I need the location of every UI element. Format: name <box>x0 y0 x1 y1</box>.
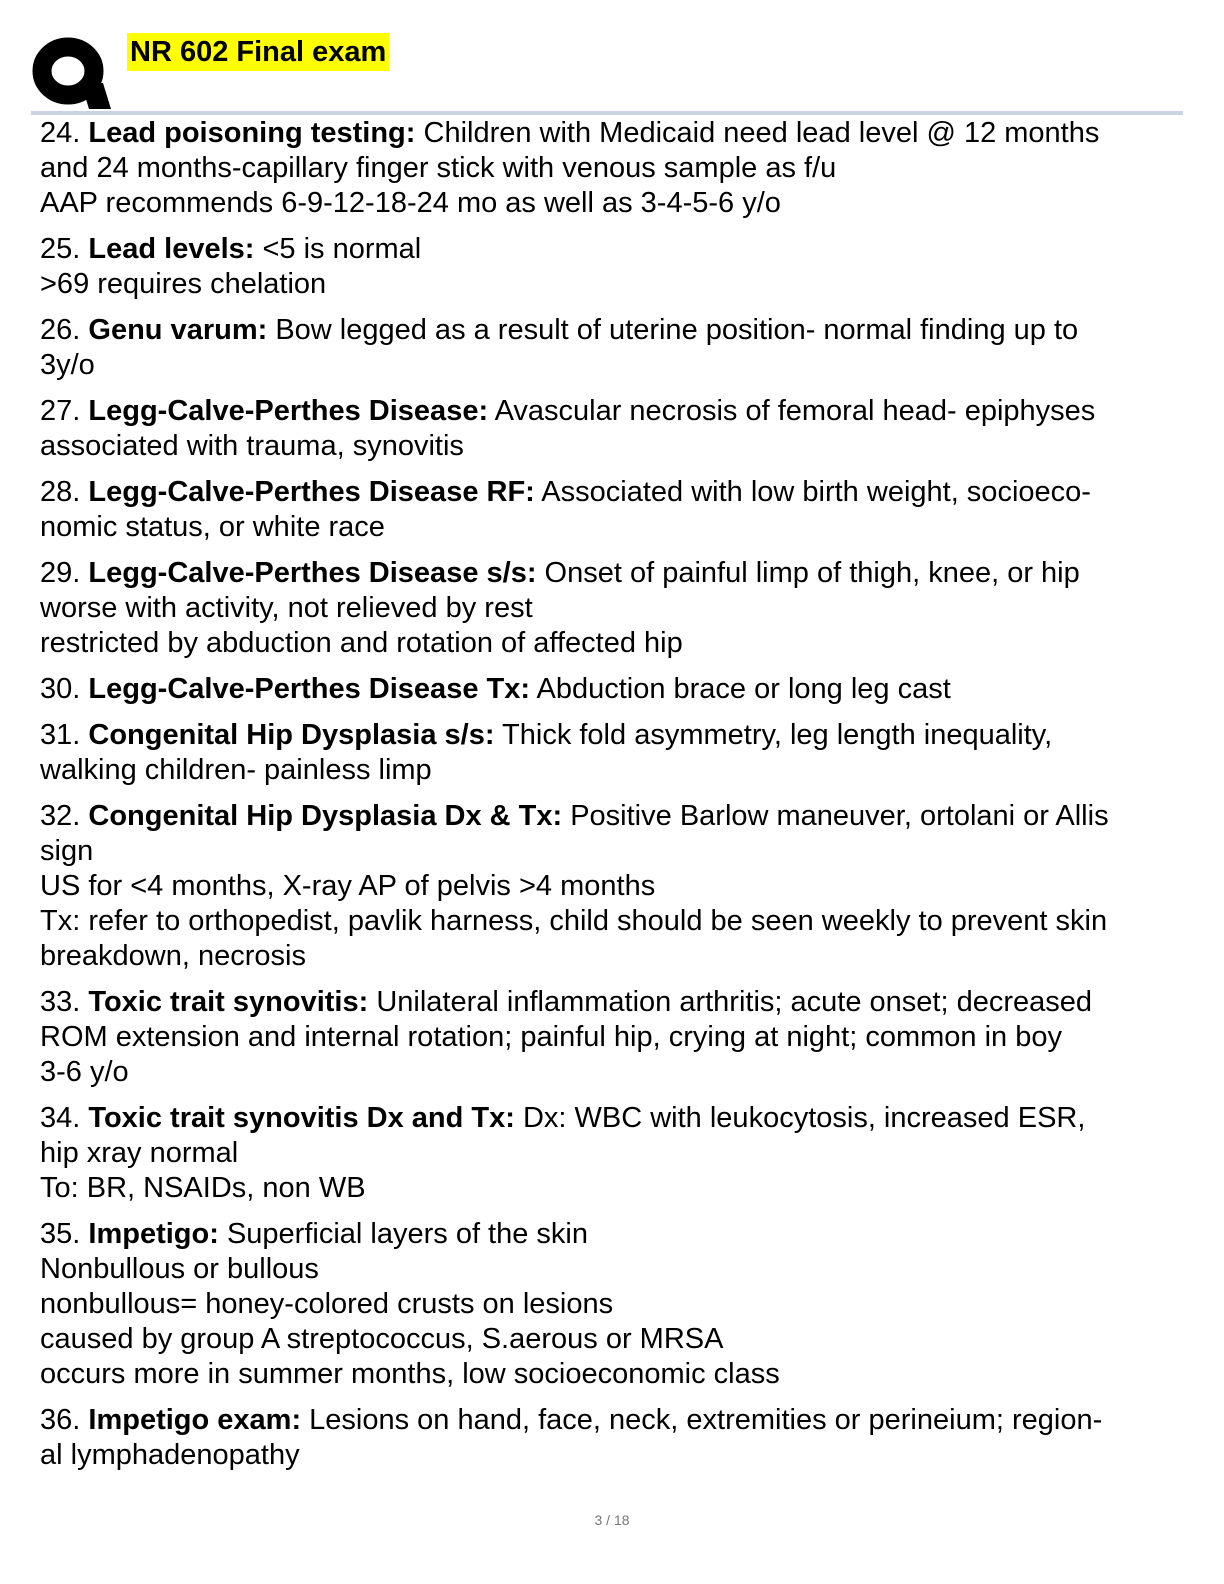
entry-number: 30. <box>40 673 81 705</box>
list-item <box>40 394 1180 464</box>
entry-text: Onset of painful limp of thigh, knee, or hip <box>536 557 1080 589</box>
entry-number: 28. <box>40 476 81 508</box>
entry-number: 31. <box>40 719 81 751</box>
list-item <box>40 799 1180 974</box>
entry-line: worse with activity, not relieved by rest <box>40 592 533 624</box>
entry-line: nomic status, or white race <box>40 511 385 543</box>
entry-number: 36. <box>40 1404 81 1436</box>
entry-first-line <box>40 1101 1180 1136</box>
entry-line: restricted by abduction and rotation of affected hip <box>40 627 683 659</box>
list-item <box>40 1101 1180 1206</box>
list-item <box>40 556 1180 661</box>
entry-line: al lymphadenopathy <box>40 1439 300 1471</box>
entry-number: 29. <box>40 557 81 589</box>
entry-first-line <box>40 799 1180 834</box>
entry-line: nonbullous= honey-colored crusts on lesions <box>40 1288 614 1320</box>
entry-term: Impetigo: <box>88 1218 219 1250</box>
entry-first-line <box>40 313 1180 348</box>
entry-term: Congenital Hip Dysplasia s/s: <box>88 719 495 751</box>
entry-term: Toxic trait synovitis: <box>88 986 369 1018</box>
entry-term: Legg-Calve-Perthes Disease: <box>88 395 489 427</box>
entry-number: 27. <box>40 395 81 427</box>
entry-line: 3-6 y/o <box>40 1056 129 1088</box>
entry-line: breakdown, necrosis <box>40 940 306 972</box>
entry-number: 33. <box>40 986 81 1018</box>
entry-text: Superficial layers of the skin <box>218 1218 589 1250</box>
entry-text: Positive Barlow maneuver, ortolani or Allis <box>562 800 1109 832</box>
entry-number: 34. <box>40 1102 81 1134</box>
entry-term: Legg-Calve-Perthes Disease RF: <box>88 476 535 508</box>
entry-term: Legg-Calve-Perthes Disease Tx: <box>88 673 531 705</box>
entry-line: To: BR, NSAIDs, non WB <box>40 1172 366 1204</box>
document-title: NR 602 Final exam <box>127 33 389 71</box>
entry-line: and 24 months-capillary finger stick with venous sample as f/u <box>40 152 837 184</box>
list-item <box>40 116 1180 221</box>
entry-text: Children with Medicaid need lead level @ 12 months <box>415 117 1100 149</box>
entry-line: caused by group A streptococcus, S.aerous or MRSA <box>40 1323 724 1355</box>
entry-line: AAP recommends 6-9-12-18-24 mo as well as 3-4-5-6 y/o <box>40 187 781 219</box>
header-divider <box>31 111 1183 115</box>
list-item <box>40 718 1180 788</box>
entry-text: Unilateral inflammation arthritis; acute onset; decreased <box>368 986 1093 1018</box>
list-item <box>40 475 1180 545</box>
content-list <box>40 116 1180 1484</box>
entry-text: Abduction brace or long leg cast <box>530 673 951 705</box>
entry-term: Toxic trait synovitis Dx and Tx: <box>88 1102 515 1134</box>
entry-first-line <box>40 672 1180 707</box>
entry-first-line <box>40 116 1180 151</box>
entry-text: Lesions on hand, face, neck, extremities or perineium; region- <box>301 1404 1103 1436</box>
entry-text: Dx: WBC with leukocytosis, increased ESR, <box>514 1102 1086 1134</box>
list-item <box>40 313 1180 383</box>
entry-number: 35. <box>40 1218 81 1250</box>
list-item <box>40 1217 1180 1392</box>
entry-number: 25. <box>40 233 81 265</box>
entry-first-line <box>40 1217 1180 1252</box>
page-number: 3 / 18 <box>594 1512 630 1528</box>
entry-term: Genu varum: <box>88 314 268 346</box>
list-item <box>40 1403 1180 1473</box>
q-logo-icon <box>31 33 111 109</box>
entry-first-line <box>40 475 1180 510</box>
entry-line: >69 requires chelation <box>40 268 327 300</box>
entry-text: Associated with low birth weight, socioeco- <box>534 476 1091 508</box>
entry-term: Lead levels: <box>88 233 255 265</box>
entry-line: hip xray normal <box>40 1137 239 1169</box>
entry-first-line <box>40 985 1180 1020</box>
entry-first-line <box>40 1403 1180 1438</box>
entry-first-line <box>40 718 1180 753</box>
entry-line: occurs more in summer months, low socioeconomic class <box>40 1358 780 1390</box>
entry-term: Impetigo exam: <box>88 1404 302 1436</box>
entry-number: 32. <box>40 800 81 832</box>
entry-line: US for <4 months, X-ray AP of pelvis >4 months <box>40 870 656 902</box>
entry-line: 3y/o <box>40 349 95 381</box>
list-item <box>40 985 1180 1090</box>
entry-text: Thick fold asymmetry, leg length inequality, <box>494 719 1053 751</box>
entry-term: Legg-Calve-Perthes Disease s/s: <box>88 557 537 589</box>
entry-term: Lead poisoning testing: <box>88 117 416 149</box>
entry-first-line <box>40 556 1180 591</box>
entry-line: ROM extension and internal rotation; painful hip, crying at night; common in boy <box>40 1021 1062 1053</box>
entry-text: Avascular necrosis of femoral head- epiphyses <box>488 395 1096 427</box>
entry-line: walking children- painless limp <box>40 754 432 786</box>
entry-text: <5 is normal <box>254 233 422 265</box>
entry-line: sign <box>40 835 94 867</box>
entry-first-line <box>40 232 1180 267</box>
entry-line: Nonbullous or bullous <box>40 1253 319 1285</box>
entry-text: Bow legged as a result of uterine position- normal finding up to <box>267 314 1079 346</box>
entry-term: Congenital Hip Dysplasia Dx & Tx: <box>88 800 563 832</box>
entry-line: associated with trauma, synovitis <box>40 430 464 462</box>
list-item <box>40 672 1180 707</box>
entry-line: Tx: refer to orthopedist, pavlik harness, child should be seen weekly to prevent skin <box>40 905 1108 937</box>
entry-first-line <box>40 394 1180 429</box>
entry-number: 24. <box>40 117 81 149</box>
list-item <box>40 232 1180 302</box>
entry-number: 26. <box>40 314 81 346</box>
